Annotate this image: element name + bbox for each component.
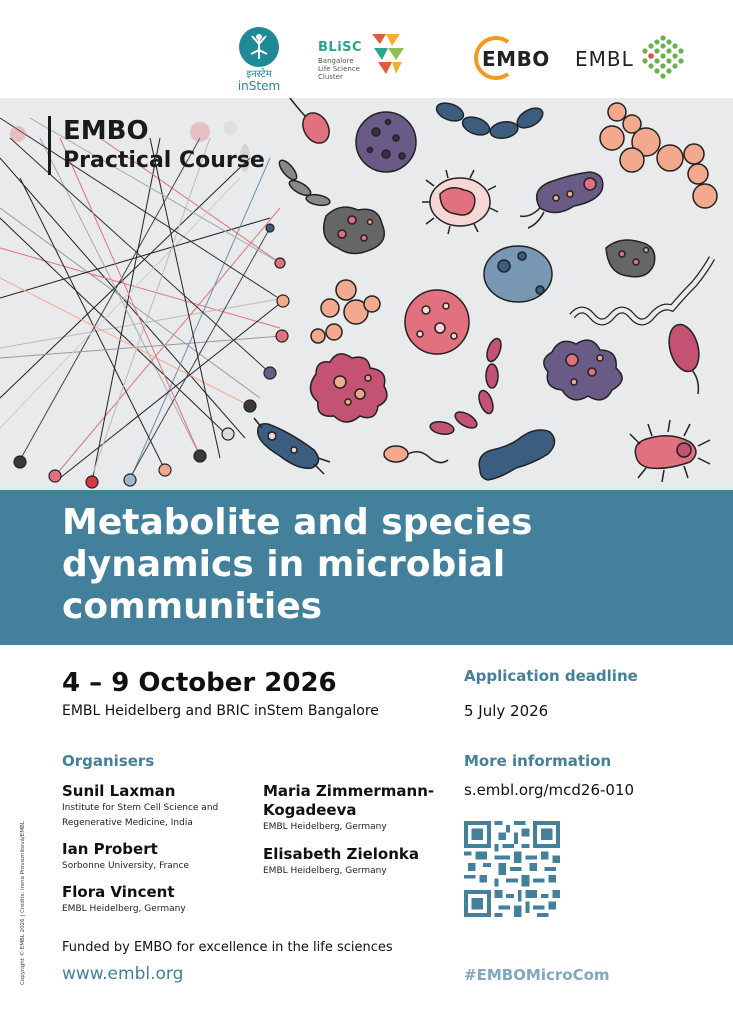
microbe-navy-worm — [479, 430, 554, 480]
microbe-peach-cluster — [311, 280, 380, 343]
embo-logo-text: EMBO — [482, 47, 550, 71]
organiser-entry — [263, 845, 453, 879]
organiser-name: Sunil Laxman — [62, 782, 176, 800]
blisc-sub-line: Cluster — [318, 73, 343, 81]
organiser-affiliation: Sorbonne University, France — [62, 861, 189, 871]
organiser-name: Ian Probert — [62, 840, 158, 858]
organiser-entry — [62, 782, 252, 831]
microbe-peach-chain — [600, 103, 717, 208]
more-info-label: More information — [464, 752, 612, 770]
instem-devanagari: इनस्टेम — [246, 69, 272, 80]
embl-logo-text: EMBL — [575, 47, 634, 71]
blisc-subtitle — [318, 57, 360, 81]
funding-statement: Funded by EMBO for excellence in the life sciences — [62, 940, 393, 955]
microbe-navy-oval — [484, 246, 552, 302]
microbe-pink-rod — [664, 321, 703, 394]
organiser-affiliation: EMBL Heidelberg, Germany — [62, 904, 186, 914]
microbe-purple-flagellate — [520, 172, 603, 228]
course-title-line: dynamics in microbial — [62, 544, 506, 585]
course-line2: Practical Course — [63, 148, 265, 173]
microbe-gray-blob — [324, 207, 385, 253]
organiser-affiliation: Institute for Stem Cell Science and — [62, 803, 219, 813]
course-title — [62, 502, 702, 628]
microbe-gray-small-blob — [606, 240, 655, 277]
embl-hexagon-icon — [640, 34, 686, 80]
course-venue: EMBL Heidelberg and BRIC inStem Bangalore — [62, 703, 379, 719]
instem-logo-icon — [238, 26, 280, 68]
blisc-sub-line: Life Science — [318, 65, 360, 73]
microbe-peach-small — [384, 446, 448, 463]
organiser-affiliation: Regenerative Medicine, India — [62, 818, 193, 828]
organiser-entry — [62, 840, 252, 874]
organiser-name: Kogadeeva — [263, 801, 357, 819]
organiser-affiliation: EMBL Heidelberg, Germany — [263, 866, 387, 876]
microbe-pink-amoeba — [310, 354, 386, 422]
title-band — [0, 490, 733, 645]
more-info-link[interactable]: s.embl.org/mcd26-010 — [464, 781, 635, 799]
organisers-label: Organisers — [62, 752, 155, 770]
course-line1: EMBO — [63, 116, 149, 146]
blisc-mark-icon — [366, 30, 408, 78]
course-title-line: communities — [62, 586, 323, 627]
course-title-line: Metabolite and species — [62, 502, 533, 543]
course-dates: 4 – 9 October 2026 — [62, 668, 337, 698]
blisc-sub-line: Bangalore — [318, 57, 354, 65]
deadline-label: Application deadline — [464, 667, 638, 685]
microbe-pink-spiky — [422, 170, 498, 234]
organiser-name: Maria Zimmermann- — [263, 782, 435, 800]
organiser-affiliation: EMBL Heidelberg, Germany — [263, 822, 387, 832]
microbe-purple-round — [356, 112, 416, 172]
hashtag: #EMBOMicroCom — [464, 966, 610, 984]
organiser-entry — [263, 782, 453, 835]
organiser-entry — [62, 883, 252, 917]
microbe-pink-hairy — [630, 420, 710, 482]
instem-label: inStem — [237, 79, 281, 93]
microbe-purple-amoeba — [544, 340, 622, 400]
qr-code-icon[interactable] — [464, 821, 560, 917]
microbe-pink-top — [290, 98, 334, 148]
deadline-value: 5 July 2026 — [464, 702, 549, 720]
microbe-navy-chain — [434, 100, 546, 141]
microbe-gray-chain — [276, 158, 330, 207]
blisc-title: BLiSC — [318, 40, 363, 55]
organiser-name: Flora Vincent — [62, 883, 175, 901]
website-link[interactable]: www.embl.org — [62, 964, 184, 984]
organiser-name: Elisabeth Zielonka — [263, 845, 419, 863]
microbe-pink-round — [405, 290, 469, 354]
copyright-credit: Copyright © EMBL 2026 | Credits: Irena Provazníková/EMBL — [20, 821, 26, 985]
course-heading — [48, 116, 265, 175]
microbe-navy-rod — [254, 418, 330, 474]
hero-illustration — [0, 98, 733, 490]
logo-row — [0, 0, 733, 98]
